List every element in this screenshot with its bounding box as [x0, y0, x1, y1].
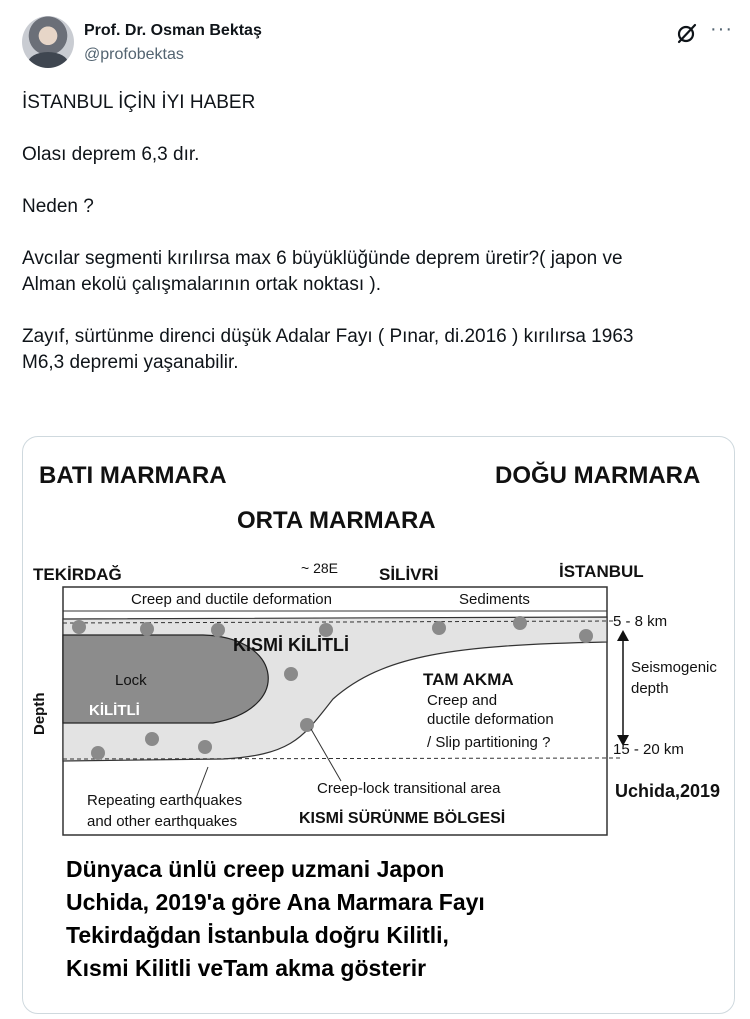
region-east: DOĞU MARMARA — [495, 462, 701, 489]
label-depth-axis: Depth — [31, 692, 48, 735]
tweet-line: Alman ekolü çalışmalarının ortak noktası ). — [22, 274, 382, 295]
label-sediments: Sediments — [459, 591, 530, 608]
tweet-line: Zayıf, sürtünme direnci düşük Adalar Fayı ( Pınar, di.2016 ) kırılırsa 1963 — [22, 326, 634, 347]
author-handle[interactable]: @profobektas — [84, 46, 184, 63]
label-kilitli: KİLİTLİ — [89, 702, 140, 719]
region-west: BATI MARMARA — [39, 462, 227, 489]
label-depth-5-8: 5 - 8 km — [613, 613, 668, 630]
avatar[interactable] — [22, 16, 74, 68]
tweet-header — [22, 16, 732, 72]
label-lock: Lock — [115, 672, 147, 689]
tweet-line: Olası deprem 6,3 dır. — [22, 144, 200, 165]
label-slip-partitioning: / Slip partitioning ? — [427, 734, 551, 751]
tweet-line: İSTANBUL İÇİN İYI HABER — [22, 92, 256, 113]
label-depth-15-20: 15 - 20 km — [613, 741, 684, 758]
label-transitional: Creep-lock transitional area — [317, 780, 501, 797]
fault-diagram — [23, 437, 735, 1014]
label-other-eq: and other earthquakes — [87, 813, 238, 830]
label-kismi-kilitli: KISMİ KİLİTLİ — [233, 635, 349, 655]
caption-line: Dünyaca ünlü creep uzmani Japon — [66, 856, 445, 882]
label-creep-and: Creep and — [427, 692, 498, 709]
place-istanbul: İSTANBUL — [559, 562, 644, 581]
label-ductile-deformation: ductile deformation — [427, 711, 554, 728]
place-tekirdag: TEKİRDAĞ — [33, 565, 122, 584]
label-kismi-surunme: KISMİ SÜRÜNME BÖLGESİ — [299, 810, 506, 827]
more-icon[interactable]: ··· — [710, 18, 733, 40]
label-creep-ductile-top: Creep and ductile deformation — [131, 591, 332, 608]
label-depth-word: depth — [631, 680, 669, 697]
tweet-line: M6,3 depremi yaşanabilir. — [22, 352, 239, 373]
tweet-line: Avcılar segmenti kırılırsa max 6 büyüklüğünde deprem üretir?( japon ve — [22, 248, 623, 269]
region-central: ORTA MARMARA — [237, 507, 436, 534]
caption-line: Uchida, 2019'a göre Ana Marmara Fayı — [66, 889, 485, 915]
tweet-media-image[interactable] — [22, 436, 735, 1014]
place-longitude: ~ 28E — [301, 560, 338, 576]
grok-icon[interactable] — [676, 22, 698, 44]
label-repeating-eq: Repeating earthquakes — [87, 792, 243, 809]
caption-line: Kısmi Kilitli veTam akma gösterir — [66, 955, 427, 981]
author-name[interactable]: Prof. Dr. Osman Bektaş — [84, 22, 262, 39]
tweet-line: Neden ? — [22, 196, 94, 217]
label-seismogenic: Seismogenic — [631, 659, 717, 676]
caption-line: Tekirdağdan İstanbula doğru Kilitli, — [66, 922, 449, 948]
tweet-text — [22, 90, 732, 376]
label-tam-akma: TAM AKMA — [423, 670, 514, 689]
place-silivri: SİLİVRİ — [379, 565, 439, 584]
label-citation: Uchida,2019 — [615, 781, 721, 801]
